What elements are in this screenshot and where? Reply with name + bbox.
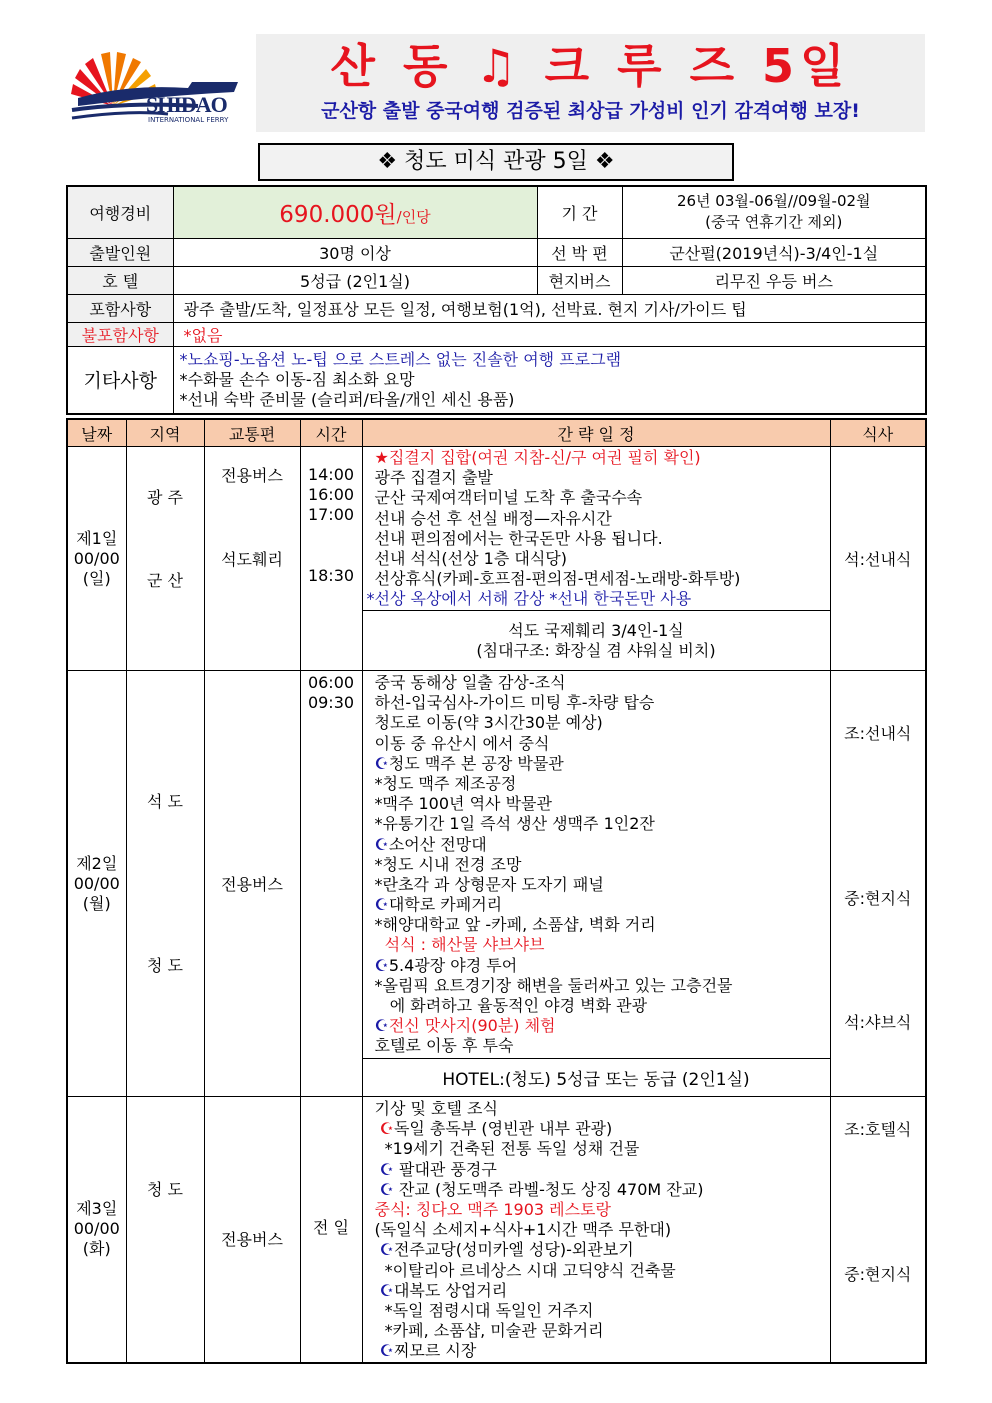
ship-label: 선 박 편 bbox=[537, 238, 622, 266]
header-region: 지역 bbox=[126, 419, 204, 447]
day2-itinerary bbox=[362, 671, 830, 1059]
region-name: 청 도 bbox=[147, 956, 183, 975]
itinerary-line: ☪찌모르 시장 bbox=[379, 1341, 477, 1361]
day-label: 제1일 bbox=[76, 528, 118, 548]
day3-region bbox=[126, 1097, 204, 1363]
c-bullet-icon: ☪ bbox=[379, 1179, 394, 1199]
etc-cell bbox=[173, 346, 926, 414]
itinerary-line: ☪전신 맛사지(90분) 체험 bbox=[374, 1016, 556, 1036]
day1-date bbox=[67, 447, 126, 671]
itinerary-line: *카페, 소품샵, 미술관 문화거리 bbox=[374, 1321, 604, 1341]
price-unit: /인당 bbox=[396, 207, 431, 226]
note-line: (침대구조: 화장실 겸 샤워실 비치) bbox=[476, 640, 716, 660]
day1-times bbox=[300, 447, 362, 671]
ship-value: 군산펄(2019년식)-3/4인-1실 bbox=[622, 238, 926, 266]
itinerary-line: 호텔로 이동 후 투숙 bbox=[374, 1036, 514, 1056]
day-weekday: (일) bbox=[82, 568, 111, 588]
itinerary-line: 에 화려하고 율동적인 야경 벽화 관광 bbox=[374, 996, 648, 1015]
included-value: 광주 출발/도착, 일정표상 모든 일정, 여행보험(1억), 선박료. 현지 기사/가이드 팁 bbox=[173, 294, 926, 322]
itinerary-line: ☪5.4광장 야경 투어 bbox=[374, 955, 518, 975]
time: 16:00 bbox=[307, 485, 355, 505]
period-label: 기 간 bbox=[537, 186, 622, 238]
itinerary-line: 중국 동해상 일출 감상-조식 bbox=[374, 673, 566, 692]
itinerary-line: *란초각 과 상형문자 도자기 패널 bbox=[374, 874, 604, 894]
day2-region bbox=[126, 671, 204, 1097]
itinerary-line: ☪ 잔교 (청도맥주 라벨-청도 상징 470M 잔교) bbox=[379, 1179, 704, 1199]
itinerary-line: *올림픽 요트경기장 해변을 둘러싸고 있는 고층건물 bbox=[374, 975, 733, 995]
price-value: 690.000원 bbox=[279, 201, 397, 228]
logo-subtitle: INTERNATIONAL FERRY bbox=[148, 116, 229, 124]
time: 전 일 bbox=[313, 1218, 349, 1237]
day2-date bbox=[67, 671, 126, 1097]
c-bullet-icon: ☪ bbox=[379, 1159, 394, 1179]
time: 14:00 bbox=[307, 465, 355, 484]
c-bullet-icon: ☪ bbox=[374, 895, 389, 915]
transport-name: 전용버스 bbox=[221, 466, 283, 485]
day2-transport: 전용버스 bbox=[204, 671, 300, 1097]
header-itinerary: 간 략 일 정 bbox=[362, 419, 830, 447]
etc-label: 기타사항 bbox=[67, 346, 173, 414]
etc-item: *노쇼핑-노옵션 노-팁 으로 스트레스 없는 진솔한 여행 프로그램 bbox=[179, 349, 622, 369]
itinerary-line: (독일식 소세지+식사+1시간 맥주 무한대) bbox=[374, 1220, 672, 1240]
day2-hotel: HOTEL:(청도) 5성급 또는 동급 (2인1실) bbox=[362, 1059, 830, 1097]
day-label: 제3일 bbox=[76, 1199, 118, 1219]
c-bullet-icon: ☪ bbox=[379, 1280, 394, 1300]
itinerary-line: ☪대학로 카페거리 bbox=[374, 895, 503, 915]
people-label: 출발인원 bbox=[67, 238, 173, 266]
meal: 중:현지식 bbox=[844, 889, 912, 908]
itinerary-line: 청도로 이동(약 3시간30분 예상) bbox=[374, 713, 603, 733]
logo-name: SHIDAO bbox=[146, 92, 227, 117]
period-note: (중국 연휴기간 제외) bbox=[705, 213, 843, 232]
itinerary-line: *선상 옥상에서 서해 감상 *선내 한국돈만 사용 bbox=[366, 589, 692, 609]
header-banner bbox=[256, 34, 925, 132]
day2-times bbox=[300, 671, 362, 1097]
meal: 석:샤브식 bbox=[844, 1013, 912, 1032]
info-table bbox=[66, 185, 927, 415]
page-title: 산 동 ♫ 크 루 즈 5일 bbox=[330, 39, 851, 93]
day-date: 00/00 bbox=[73, 873, 120, 893]
schedule-table bbox=[66, 418, 927, 1364]
c-bullet-icon: ☪ bbox=[374, 834, 389, 854]
itinerary-line: ☪소어산 전망대 bbox=[374, 834, 487, 854]
c-bullet-icon: ☪ bbox=[379, 1119, 394, 1139]
region-name: 군 산 bbox=[147, 571, 183, 590]
transport-name: 석도훼리 bbox=[221, 550, 283, 569]
day-date: 00/00 bbox=[73, 1219, 120, 1239]
excluded-label: 불포함사항 bbox=[67, 322, 173, 346]
c-bullet-icon: ☪ bbox=[379, 1240, 394, 1260]
hotel-label: 호 텔 bbox=[67, 266, 173, 294]
c-bullet-icon: ☪ bbox=[379, 1341, 394, 1361]
period-dates: 26년 03월-06월//09월-02월 bbox=[676, 192, 871, 211]
itinerary-line: *맥주 100년 역사 박물관 bbox=[374, 794, 552, 814]
time: 09:30 bbox=[307, 693, 355, 713]
day-weekday: (화) bbox=[82, 1239, 111, 1259]
header-meal: 식사 bbox=[830, 419, 926, 447]
day-weekday: (월) bbox=[82, 893, 111, 913]
itinerary-line: 광주 집결지 출발 bbox=[374, 468, 493, 488]
itinerary-line: 하선-입국심사-가이드 미팅 후-차량 탑승 bbox=[374, 693, 655, 713]
itinerary-line: 선내 승선 후 선실 배정—자유시간 bbox=[374, 508, 612, 528]
meal: 중:현지식 bbox=[844, 1265, 912, 1284]
day1-meal: 석:선내식 bbox=[830, 447, 926, 671]
time bbox=[301, 546, 362, 566]
itinerary-line: ☪ 팔대관 풍경구 bbox=[379, 1159, 497, 1179]
region-name: 청 도 bbox=[147, 1180, 183, 1199]
transport-name: 전용버스 bbox=[221, 1230, 283, 1249]
itinerary-line: *유통기간 1일 즉석 생산 생맥주 1인2잔 bbox=[374, 814, 655, 834]
itinerary-line: *청도 시내 전경 조망 bbox=[374, 854, 522, 874]
day3-date bbox=[67, 1097, 126, 1363]
c-bullet-icon: ☪ bbox=[374, 1016, 389, 1036]
itinerary-line: 석식 : 해산물 샤브샤브 bbox=[374, 935, 545, 955]
day3-meals bbox=[830, 1097, 926, 1363]
itinerary-line: *청도 맥주 제조공정 bbox=[374, 773, 517, 793]
itinerary-line: *독일 점령시대 독일인 거주지 bbox=[374, 1300, 594, 1320]
itinerary-line: ☪청도 맥주 본 공장 박물관 bbox=[374, 753, 564, 773]
day1-transport bbox=[204, 447, 300, 671]
itinerary-line: 선상휴식(카페-호프점-편의점-면세점-노래방-화투방) bbox=[374, 569, 741, 589]
period-cell bbox=[622, 186, 926, 238]
header-date: 날짜 bbox=[67, 419, 126, 447]
itinerary-line: ☪대복도 상업거리 bbox=[379, 1280, 508, 1300]
region-name: 석 도 bbox=[147, 792, 183, 811]
itinerary-line: ★집결지 집합(여권 지참-신/구 여권 필히 확인) bbox=[374, 448, 701, 467]
day3-transport bbox=[204, 1097, 300, 1363]
page-subtitle: 군산항 출발 중국여행 검증된 최상급 가성비 인기 감격여행 보장! bbox=[321, 100, 860, 122]
etc-item: *선내 숙박 준비물 (슬리퍼/타올/개인 세신 용품) bbox=[179, 389, 515, 409]
itinerary-line: 기상 및 호텔 조식 bbox=[374, 1099, 498, 1118]
bus-value: 리무진 우등 버스 bbox=[622, 266, 926, 294]
time bbox=[301, 526, 362, 546]
note-line: 석도 국제훼리 3/4인-1실 bbox=[508, 620, 684, 640]
day3-time bbox=[300, 1097, 362, 1363]
itinerary-line: 선내 편의점에서는 한국돈만 사용 됩니다. bbox=[374, 528, 663, 548]
shidao-logo bbox=[68, 36, 243, 131]
meal: 조:호텔식 bbox=[844, 1120, 912, 1139]
hotel-value: 5성급 (2인1실) bbox=[173, 266, 537, 294]
header-time: 시간 bbox=[300, 419, 362, 447]
itinerary-line: ☪독일 총독부 (영빈관 내부 관광) bbox=[379, 1119, 613, 1139]
itinerary-line: *이탈리아 르네상스 시대 고딕양식 건축물 bbox=[374, 1260, 676, 1280]
day1-ship-note bbox=[362, 611, 830, 671]
people-value: 30명 이상 bbox=[173, 238, 537, 266]
price-cell bbox=[173, 186, 537, 238]
bus-label: 현지버스 bbox=[537, 266, 622, 294]
itinerary-line: 선내 석식(선상 1층 대식당) bbox=[374, 548, 567, 568]
c-bullet-icon: ☪ bbox=[374, 955, 389, 975]
itinerary-line: ☪전주교당(성미카엘 성당)-외관보기 bbox=[379, 1240, 634, 1260]
price-label: 여행경비 bbox=[67, 186, 173, 238]
header-transport: 교통편 bbox=[204, 419, 300, 447]
day1-itinerary bbox=[362, 447, 830, 611]
etc-item: *수화물 손수 이동-짐 최소화 요망 bbox=[179, 369, 415, 389]
itinerary-line: 중식: 칭다오 맥주 1903 레스토랑 bbox=[374, 1199, 611, 1219]
itinerary-line: 이동 중 유산시 에서 중식 bbox=[374, 733, 550, 753]
c-bullet-icon: ☪ bbox=[374, 753, 389, 773]
time: 18:30 bbox=[307, 565, 355, 585]
day1-region bbox=[126, 447, 204, 671]
itinerary-line: *해양대학교 앞 -카페, 소품샵, 벽화 거리 bbox=[374, 915, 656, 935]
day2-meals bbox=[830, 671, 926, 1097]
region-name: 광 주 bbox=[147, 488, 183, 507]
day-date: 00/00 bbox=[73, 548, 120, 568]
itinerary-line: *19세기 건축된 전통 독일 성채 건물 bbox=[374, 1139, 640, 1159]
excluded-value: *없음 bbox=[173, 322, 926, 346]
included-label: 포함사항 bbox=[67, 294, 173, 322]
time: 17:00 bbox=[307, 505, 355, 525]
time: 06:00 bbox=[307, 673, 355, 692]
itinerary-line: 군산 국제여객터미널 도착 후 출국수속 bbox=[374, 488, 643, 508]
meal: 조:선내식 bbox=[844, 724, 912, 743]
day-label: 제2일 bbox=[76, 853, 118, 873]
tour-name: ❖ 청도 미식 관광 5일 ❖ bbox=[258, 143, 734, 181]
day3-itinerary bbox=[362, 1097, 830, 1363]
